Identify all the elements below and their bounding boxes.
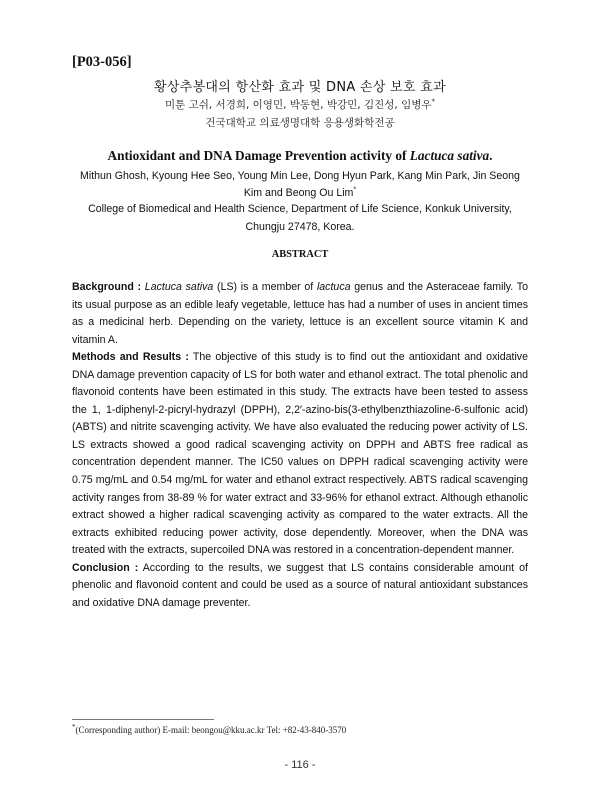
- korean-author-list: 미툰 고쉬, 서경희, 이영민, 박동현, 박강민, 김진성, 임병우: [164, 99, 432, 111]
- english-title-end: .: [489, 148, 493, 163]
- english-title-species: Lactuca sativa: [409, 148, 490, 163]
- methods-paragraph: [72, 349, 528, 560]
- footnote-text: (Corresponding author) E-mail: beongou@kku.ac.kr Tel: +82-43-840-3570: [75, 725, 347, 735]
- english-affiliation: College of Biomedical and Health Science, Department of Life Science, Konkuk University, Chungju 27478, Korea.: [88, 203, 512, 233]
- english-title: [72, 148, 528, 164]
- korean-authors: [72, 97, 528, 112]
- conclusion-text: According to the results, we suggest that LS contains considerable amount of phenolic and flavonoid content and could be used as a source of natural antioxidant substances and oxidative DNA damage preventer.: [72, 561, 528, 609]
- conclusion-label: Conclusion :: [72, 561, 139, 574]
- english-authors: [76, 168, 524, 202]
- background-paragraph: [72, 279, 528, 349]
- english-author-list: Mithun Ghosh, Kyoung Hee Seo, Young Min Lee, Dong Hyun Park, Kang Min Park, Jin Seong Kim and Beong Ou Lim: [80, 170, 520, 199]
- korean-affiliation: 건국대학교 의료생명대학 응용생화학전공: [205, 117, 395, 129]
- background-text-2: genus and the Asteraceae family. To its usual purpose as an edible leafy vegetable, lettuce has had a number of uses in ancient times as a medicinal herb. Depending on the variety, lettuce is an excellent source vitamin K and vitamin A.: [72, 281, 528, 346]
- korean-title: 황상추봉대의 항산화 효과 및 DNA 손상 보호 효과: [154, 80, 446, 95]
- poster-code: [P03-056]: [72, 54, 132, 70]
- footnote-mark: *: [72, 723, 76, 731]
- conclusion-paragraph: [72, 560, 528, 613]
- corresponding-mark: *: [431, 97, 436, 106]
- methods-text: The objective of this study is to find out the antioxidant and oxidative DNA damage prevention capacity of LS for both water and ethanol extract. The total phenolic and flavonoid contents have been estimated in this study. The extracts have been tested to assess the 1, 1-diphenyl-2-picryl-hydrazyl (DPPH), 2,2′-azino-bis(3-ethylbenzthiazoline-6-sulfonic acid) (ABTS) and nitrite scavenging activity. We have also evaluated the reducing power activity of LS. LS extracts showed a good radical scavenging activity on DPPH and ABTS free radical as concentration dependent manner. The IC50 values on DPPH radical scavenging activity were 0.75 mg/mL and 0.54 mg/mL for water and ethanol extract respectively. ABTS radical scavenging activity ranges from 38-89 % for water extract and 33-96% for ethanol extract. Although ethanolic extract showed a higher radical scavenging activity as compared to the water extracts. All the extracts exhibited reducing power activity, dose dependently. Moreover, when the DNA was treated with the extracts, supercoiled DNA was restored in a concentration-dependent manner.: [72, 351, 528, 557]
- methods-label: Methods and Results :: [72, 351, 189, 364]
- background-text-1: (LS) is a member of: [213, 281, 317, 293]
- footnote-divider: [72, 719, 214, 720]
- background-genus: lactuca: [316, 281, 351, 293]
- english-title-main: Antioxidant and DNA Damage Prevention activity of: [107, 148, 410, 163]
- abstract-heading: ABSTRACT: [271, 249, 329, 260]
- footnote: [72, 725, 346, 735]
- page-number: - 116 -: [284, 759, 316, 771]
- english-corresponding-mark: *: [353, 186, 357, 194]
- background-label: Background :: [72, 281, 142, 293]
- background-species: Lactuca sativa: [144, 281, 214, 293]
- abstract-body: [72, 279, 528, 612]
